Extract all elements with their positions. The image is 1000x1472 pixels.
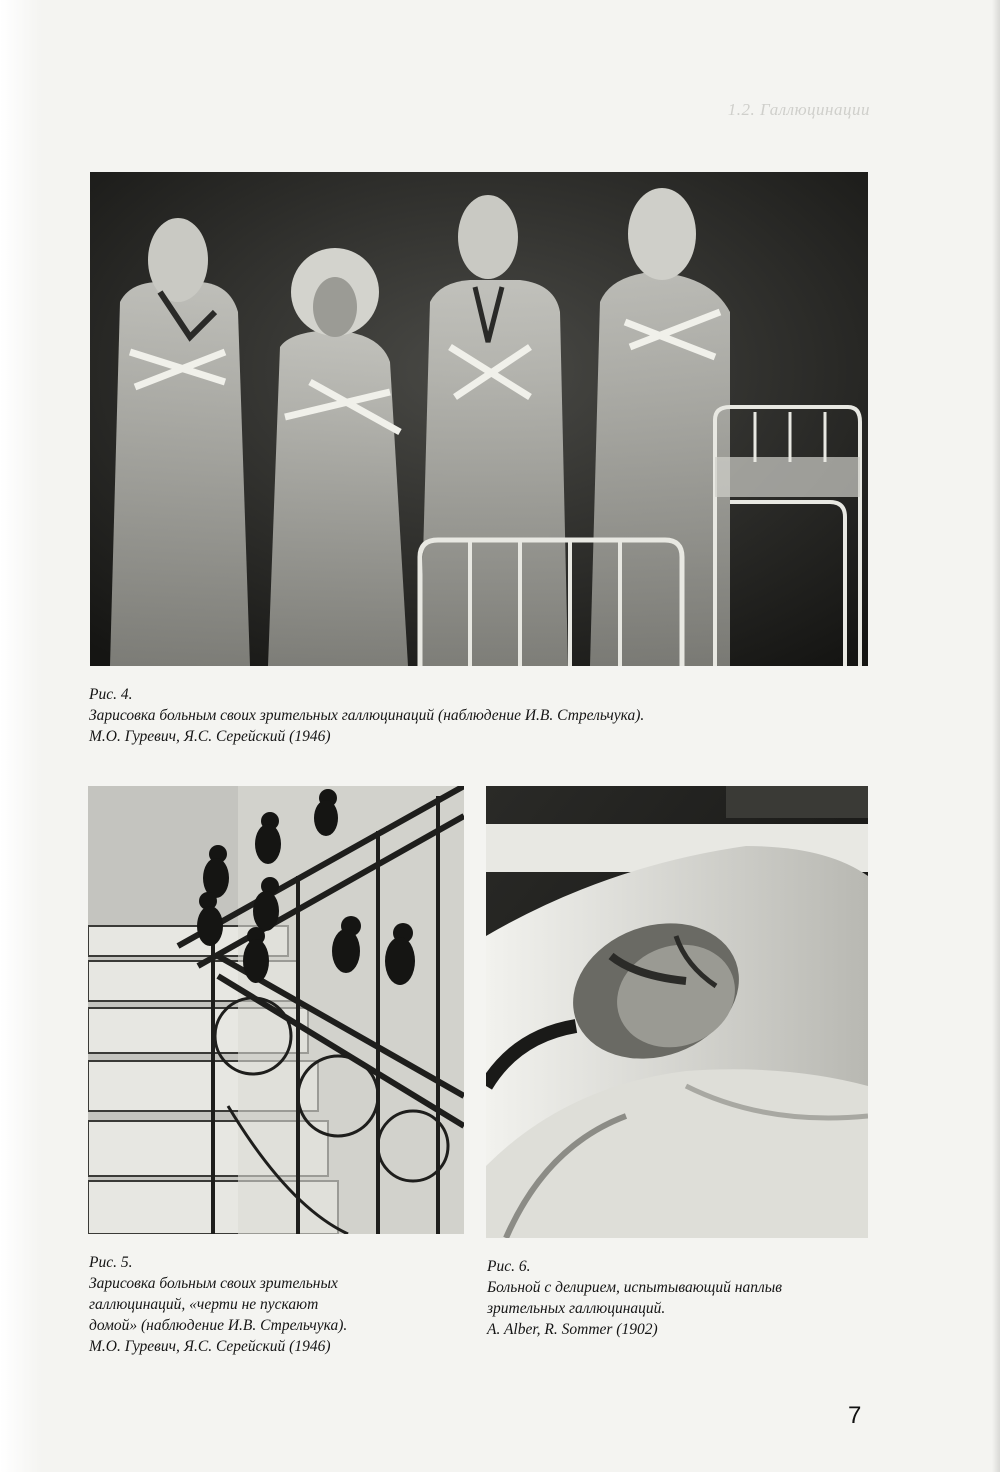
caption-text: домой» (наблюдение И.В. Стрельчука). <box>89 1317 348 1334</box>
page-edge-shadow <box>0 0 42 1472</box>
figure-5-drawing <box>88 786 464 1234</box>
caption-text: Зарисовка больным своих зрительных <box>89 1275 338 1292</box>
figure-5-caption <box>89 1252 347 1357</box>
figure-6-photo <box>486 786 868 1238</box>
figure-6-caption <box>487 1256 782 1340</box>
caption-label: Рис. 6. <box>487 1258 531 1275</box>
caption-text: зрительных галлюцинаций. <box>487 1300 666 1317</box>
page-edge-shadow-right <box>992 0 1000 1472</box>
running-head: 1.2. Галлюцинации <box>727 100 870 119</box>
caption-source: М.О. Гуревич, Я.С. Серейский (1946) <box>89 1338 331 1355</box>
caption-text: Больной с делирием, испытывающий наплыв <box>487 1279 782 1296</box>
page-number: 7 <box>848 1402 862 1429</box>
caption-text: Зарисовка больным своих зрительных галлюцинаций (наблюдение И.В. Стрельчука). <box>89 707 645 724</box>
caption-source: М.О. Гуревич, Я.С. Серейский (1946) <box>89 728 331 745</box>
caption-label: Рис. 5. <box>89 1254 133 1271</box>
caption-text: галлюцинаций, «черти не пускают <box>89 1296 319 1313</box>
caption-source: A. Alber, R. Sommer (1902) <box>487 1321 658 1338</box>
figure-4-drawing <box>90 172 868 666</box>
caption-label: Рис. 4. <box>89 686 133 703</box>
figure-4-caption <box>89 684 644 747</box>
